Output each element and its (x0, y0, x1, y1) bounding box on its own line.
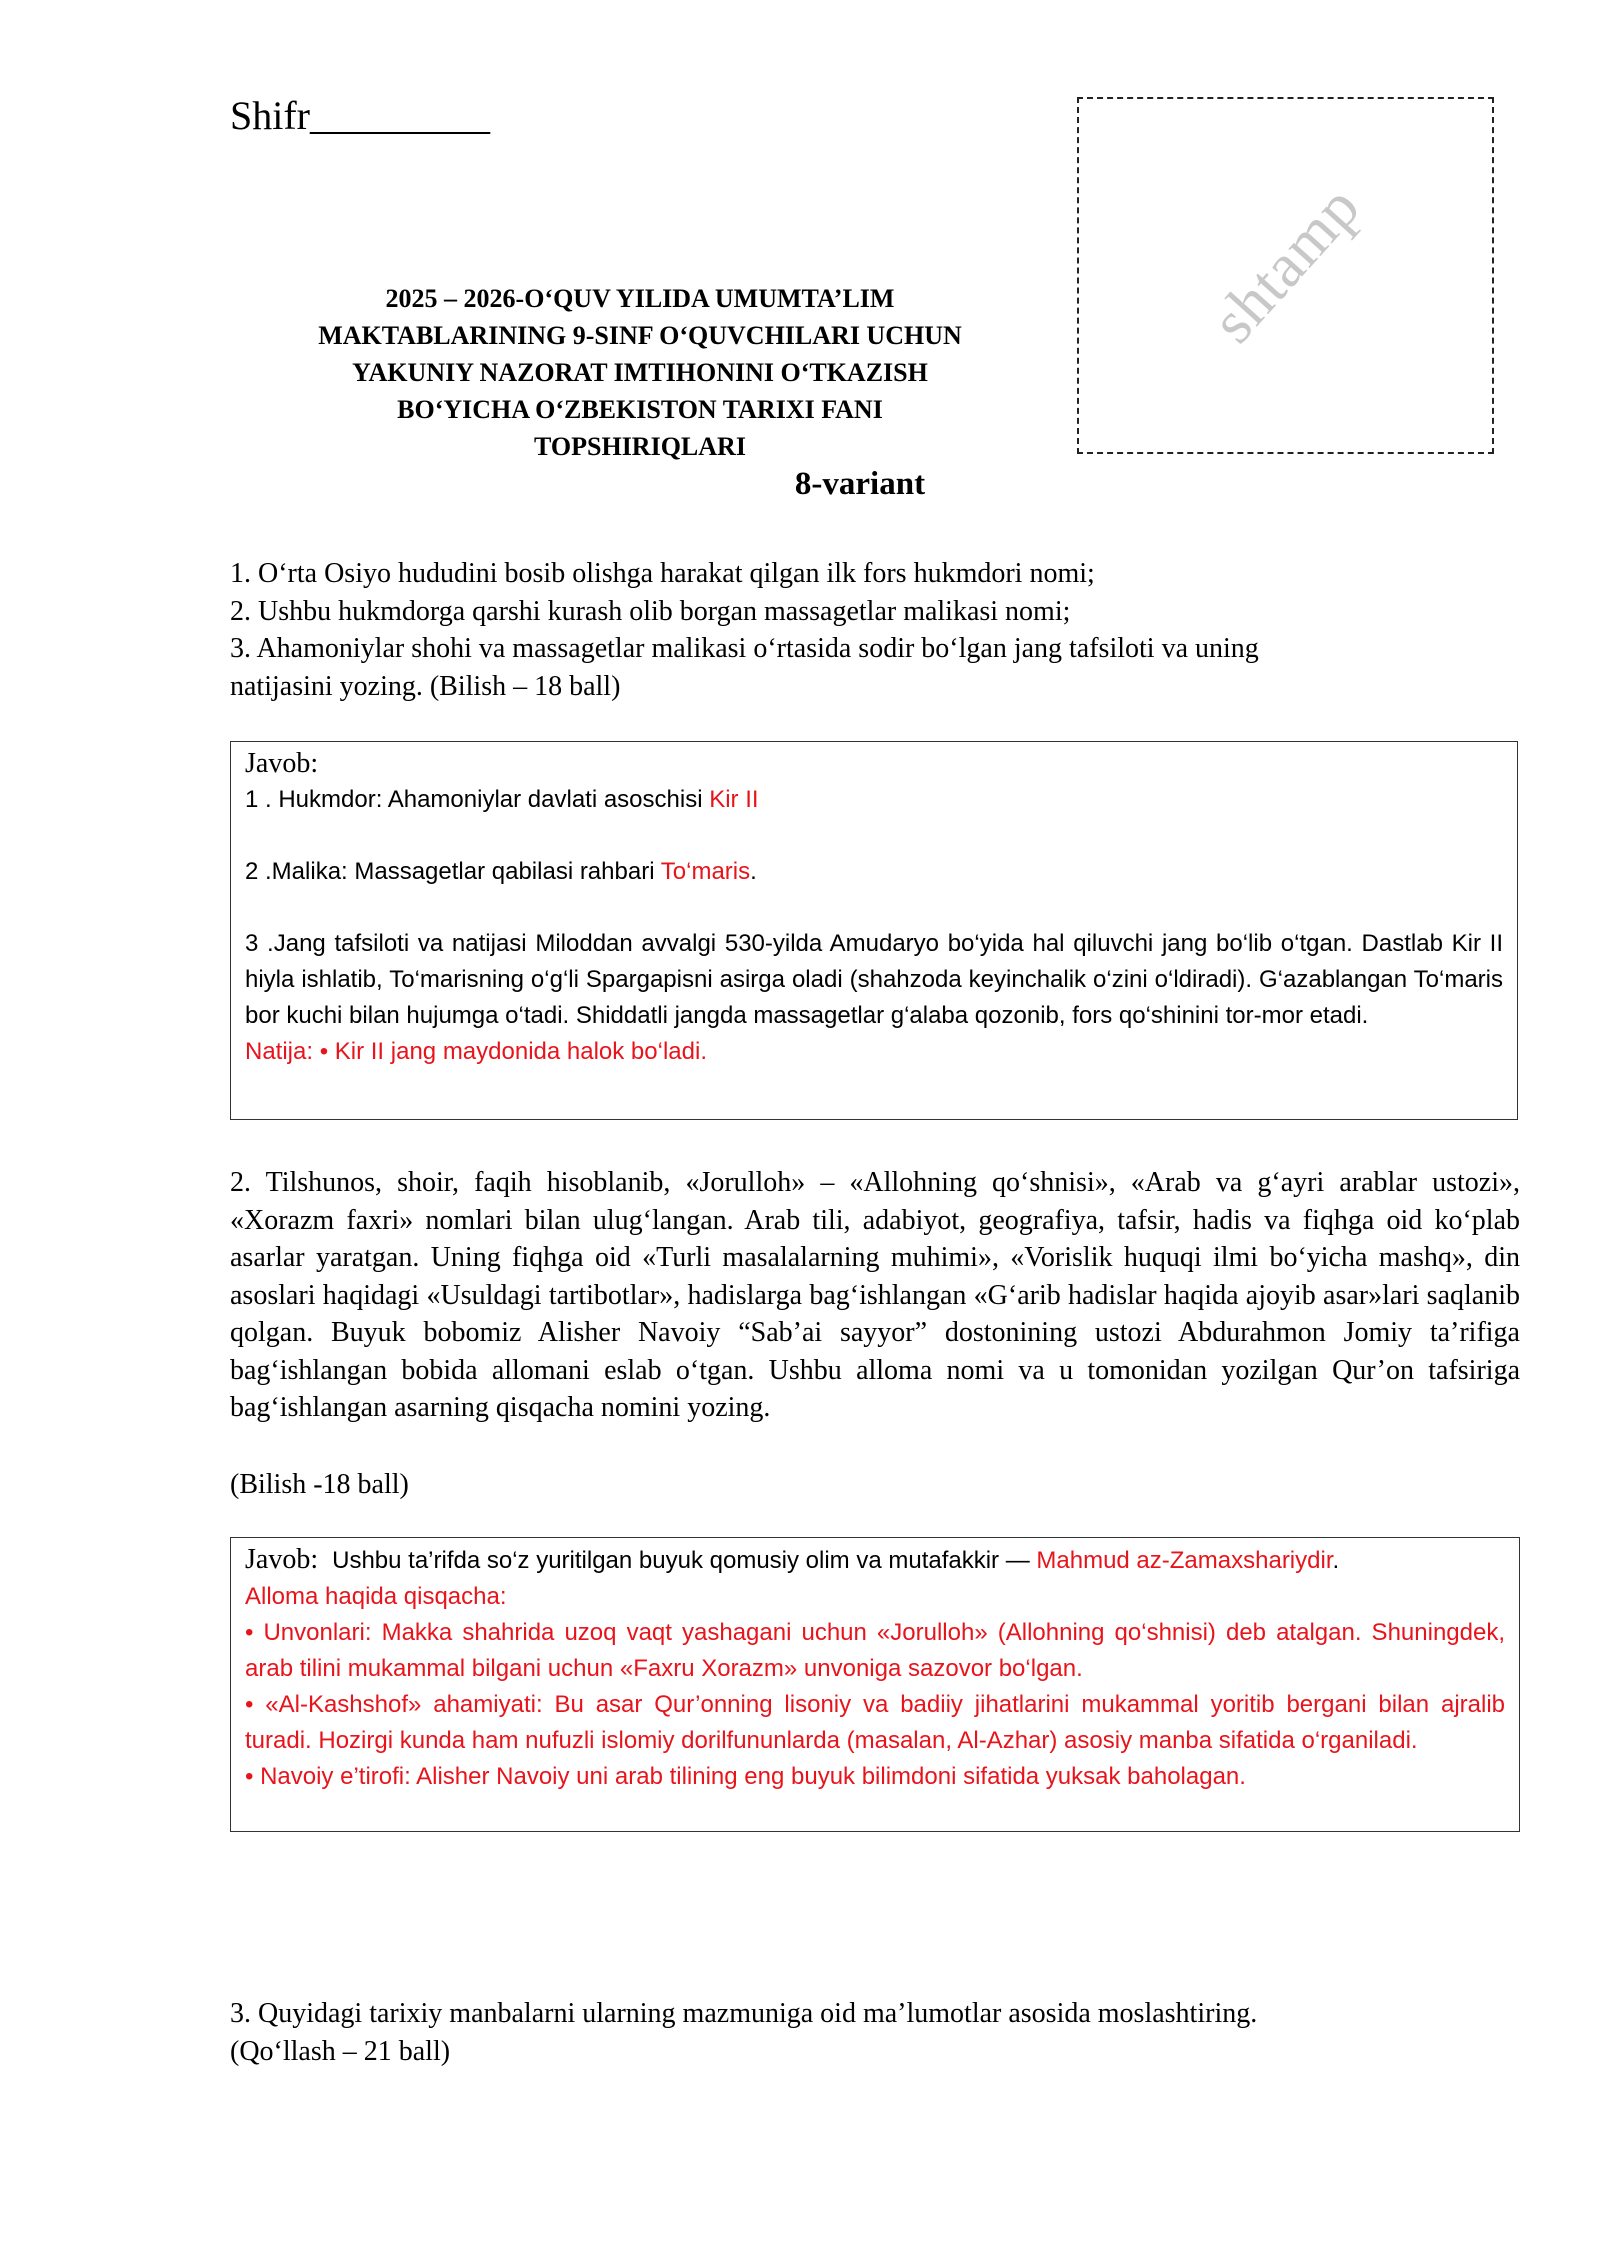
title-line: YAKUNIY NAZORAT IMTIHONINI O‘TKAZISH (352, 358, 928, 387)
stamp-area (1077, 97, 1494, 454)
answer-2-heading: Alloma haqida qisqacha: (245, 1583, 507, 1610)
answer-1-ruler-text: 1 . Hukmdor: Ahamoniylar davlati asoschisi (245, 786, 710, 813)
title-line: TOPSHIRIQLARI (534, 432, 746, 461)
answer-label: Javob: (245, 1544, 319, 1575)
question-1-line: 2. Ushbu hukmdorga qarshi kurash olib borgan massagetlar malikasi nomi; (230, 595, 1071, 627)
answer-1-queen-text: 2 .Malika: Massagetlar qabilasi rahbari (245, 858, 661, 885)
question-3 (230, 1995, 1520, 2070)
answer-2-scholar-name: Mahmud az-Zamaxshariydir (1036, 1547, 1333, 1574)
answer-2-intro-suffix: . (1332, 1547, 1340, 1574)
answer-1-result: Natija: • Kir II jang maydonida halok bo‘ladi. (245, 1038, 707, 1065)
answer-2-bullet: • «Al-Kashshof» ahamiyati: Bu asar Qur’onning lisoniy va badiiy jihatlarini mukammal yoritib bergani bilan ajralib turadi. Hozirgi kunda ham nufuzli islomiy dorilfununlarda (masalan, Al-Azhar) asosiy manba sifatida o‘rganiladi. (245, 1691, 1505, 1754)
answer-2-intro (245, 1542, 1505, 1579)
answer-1-ruler (245, 782, 1503, 818)
question-1-line: natijasini yozing. (Bilish – 18 ball) (230, 670, 621, 702)
question-1 (230, 555, 1520, 705)
question-2-score: (Bilish -18 ball) (230, 1469, 409, 1500)
answer-label: Javob: (245, 748, 319, 779)
question-3-text: 3. Quyidagi tarixiy manbalarni ularning mazmuniga oid ma’lumotlar asosida moslashtiring. (230, 1998, 1258, 2029)
answer-1-queen-name: To‘maris (660, 858, 751, 885)
answer-2-bullet: • Navoiy e’tirofi: Alisher Navoiy uni arab tilining eng buyuk bilimdoni sifatida yuksak baholagan. (245, 1763, 1246, 1790)
question-3-score: (Qo‘llash – 21 ball) (230, 2035, 451, 2067)
cipher-field-label: Shifr_________ (230, 93, 490, 138)
answer-1-battle-details: 3 .Jang tafsiloti va natijasi Miloddan avvalgi 530-yilda Amudaryo bo‘yida hal qiluvchi jang bo‘lib o‘tgan. Dastlab Kir II hiyla ishlatib, To‘marisning o‘g‘li Spargapisni asirga oladi (shahzoda keyinchalik o‘zini o‘ldiradi). G‘azablangan To‘maris bor kuchi bilan hujumga o‘tadi. Shiddatli jangda massagetlar g‘alaba qozonib, fors qo‘shinini tor-mor etadi. (245, 930, 1503, 1029)
question-1-line: 3. Ahamoniylar shohi va massagetlar malikasi o‘rtasida sodir bo‘lgan jang tafsiloti va uning (230, 633, 1259, 664)
title-line: BO‘YICHA O‘ZBEKISTON TARIXI FANI (397, 395, 883, 424)
answer-1-ruler-name: Kir II (709, 786, 759, 813)
stamp-label: shtamp (1198, 172, 1374, 356)
answer-1-queen (245, 854, 1503, 890)
answer-box-2 (230, 1537, 1520, 1832)
answer-2-bullet: • Unvonlari: Makka shahrida uzoq vaqt yashagani uchun «Jorulloh» (Allohning qo‘shnisi) deb atalgan. Shuningdek, arab tilini mukammal bilgani uchun «Faxru Xorazm» unvoniga sazovor bo‘lgan. (245, 1619, 1505, 1682)
question-2 (230, 1164, 1520, 1427)
title-line: 2025 – 2026-O‘QUV YILIDA UMUMTA’LIM (385, 284, 895, 313)
question-1-line: 1. O‘rta Osiyo hududini bosib olishga harakat qilgan ilk fors hukmdori nomi; (230, 558, 1095, 589)
answer-1-queen-suffix: . (750, 858, 757, 885)
exam-title (240, 280, 1040, 465)
answer-2-intro-text: Ushbu ta’rifda so‘z yuritilgan buyuk qomusiy olim va mutafakkir — (332, 1547, 1037, 1574)
variant-label: 8-variant (794, 466, 926, 502)
question-2-text: 2. Tilshunos, shoir, faqih hisoblanib, «Jorulloh» – «Allohning qo‘shnisi», «Arab va g‘ayri arablar ustozi», «Xorazm faxri» nomlari bilan ulug‘langan. Arab tili, adabiyot, geografiya, tafsir, hadis va fiqhga oid ko‘plab asarlar yaratgan. Uning fiqhga oid «Turli masalalarning muhimi», «Vorislik huquqi ilmi bo‘yicha mashq», din asoslari haqidagi «Usuldagi tartibotlar», hadislarga bag‘ishlangan «G‘arib hadislar haqida ajoyib asar»lari saqlanib qolgan. Buyuk bobomiz Alisher Navoiy “Sab’ai sayyor” dostonining ustozi Abdurahmon Jomiy ta’rifiga bag‘ishlangan bobida allomani eslab o‘tgan. Ushbu alloma nomi va u tomonidan yozilgan Qur’on tafsiriga bag‘ishlangan asarning qisqacha nomini yozing. (230, 1167, 1520, 1423)
answer-box-1 (230, 741, 1518, 1120)
title-line: MAKTABLARINING 9-SINF O‘QUVCHILARI UCHUN (318, 321, 962, 350)
